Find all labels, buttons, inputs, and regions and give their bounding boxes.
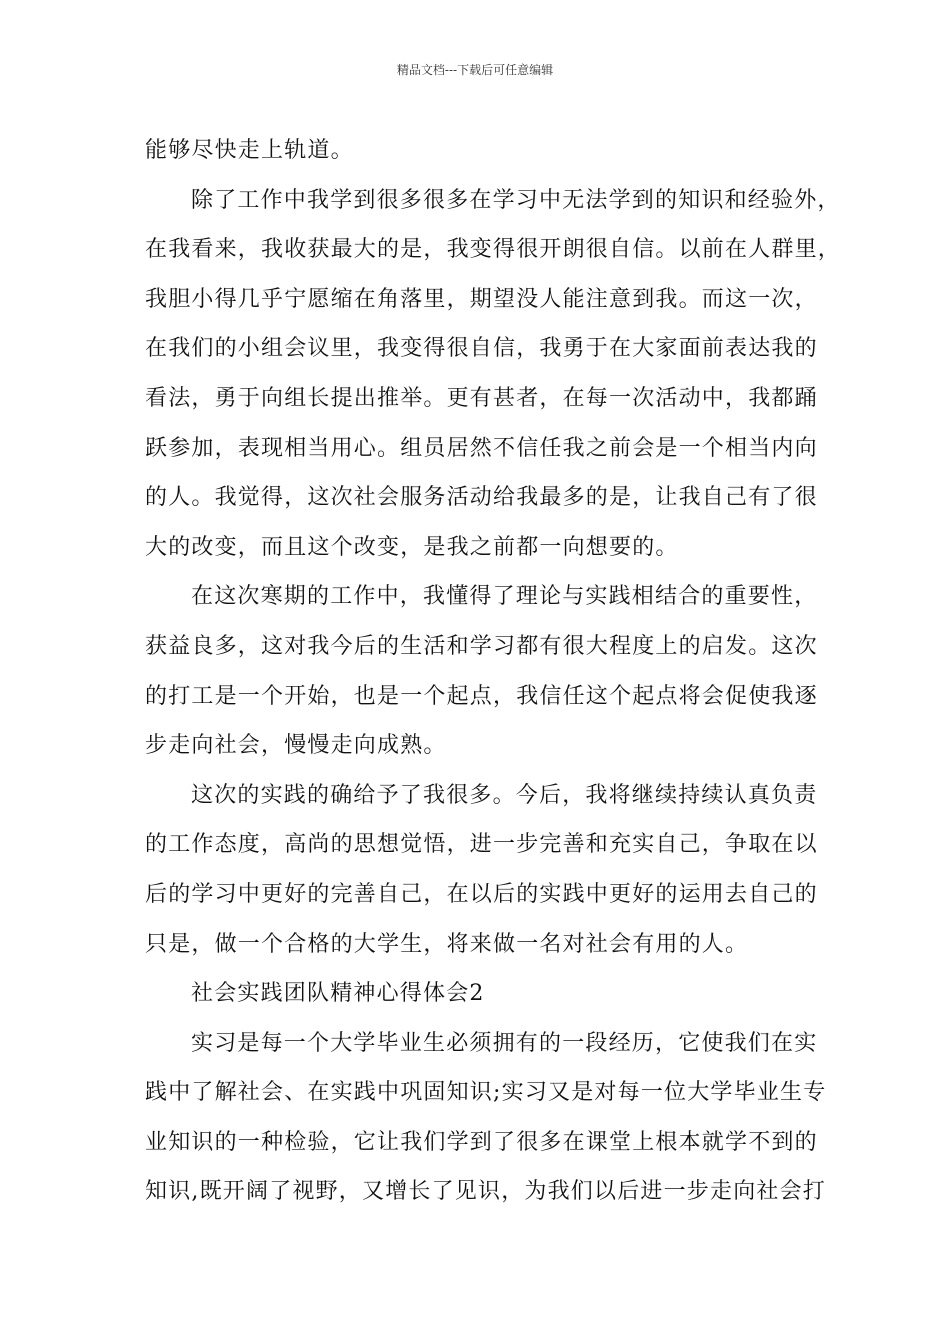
text-line: 跃参加，表现相当用心。组员居然不信任我之前会是一个相当内向 [145,435,818,461]
text-line: 知识,既开阔了视野，又增长了见识，为我们以后进一步走向社会打 [145,1179,826,1205]
text-line: 获益良多，这对我今后的生活和学习都有很大程度上的启发。这次 [145,633,818,659]
text-line: 的工作态度，高尚的思想觉悟，进一步完善和充实自己，争取在以 [145,832,818,858]
document-body [145,126,842,1217]
text-line: 我胆小得几乎宁愿缩在角落里，期望没人能注意到我。而这一次， [145,286,818,312]
text-line: 除了工作中我学到很多很多在学习中无法学到的知识和经验外， [191,187,841,213]
text-line: 后的学习中更好的完善自己，在以后的实践中更好的运用去自己的 [145,881,818,907]
text-line: 能够尽快走上轨道。 [145,138,354,163]
text-line: 步走向社会，慢慢走向成熟。 [145,733,447,759]
text-line: 的打工是一个开始，也是一个起点，我信任这个起点将会促使我逐 [145,683,818,709]
text-line: 看法，勇于向组长提出推举。更有甚者，在每一次活动中，我都踊 [145,385,818,411]
text-line: 只是，做一个合格的大学生，将来做一名对社会有用的人。 [145,931,749,957]
text-line: 在我看来，我收获最大的是，我变得很开朗很自信。以前在人群里， [145,237,842,263]
page-header: 精品文档---下载后可任意编辑 [396,63,554,77]
text-line: 业知识的一种检验，它让我们学到了很多在课堂上根本就学不到的 [145,1129,818,1155]
text-line: 社会实践团队精神心得体会2 [191,981,485,1007]
text-line: 在我们的小组会议里，我变得很自信，我勇于在大家面前表达我的 [145,336,818,362]
text-line: 在这次寒期的工作中，我懂得了理论与实践相结合的重要性， [191,584,818,610]
text-line: 的人。我觉得，这次社会服务活动给我最多的是，让我自己有了很 [145,485,818,511]
text-line: 践中了解社会、在实践中巩固知识;实习又是对每一位大学毕业生专 [145,1080,827,1106]
text-line: 大的改变，而且这个改变，是我之前都一向想要的。 [145,534,679,560]
text-line: 实习是每一个大学毕业生必须拥有的一段经历，它使我们在实 [191,1030,818,1056]
text-line: 这次的实践的确给予了我很多。今后，我将继续持续认真负责 [191,782,818,808]
